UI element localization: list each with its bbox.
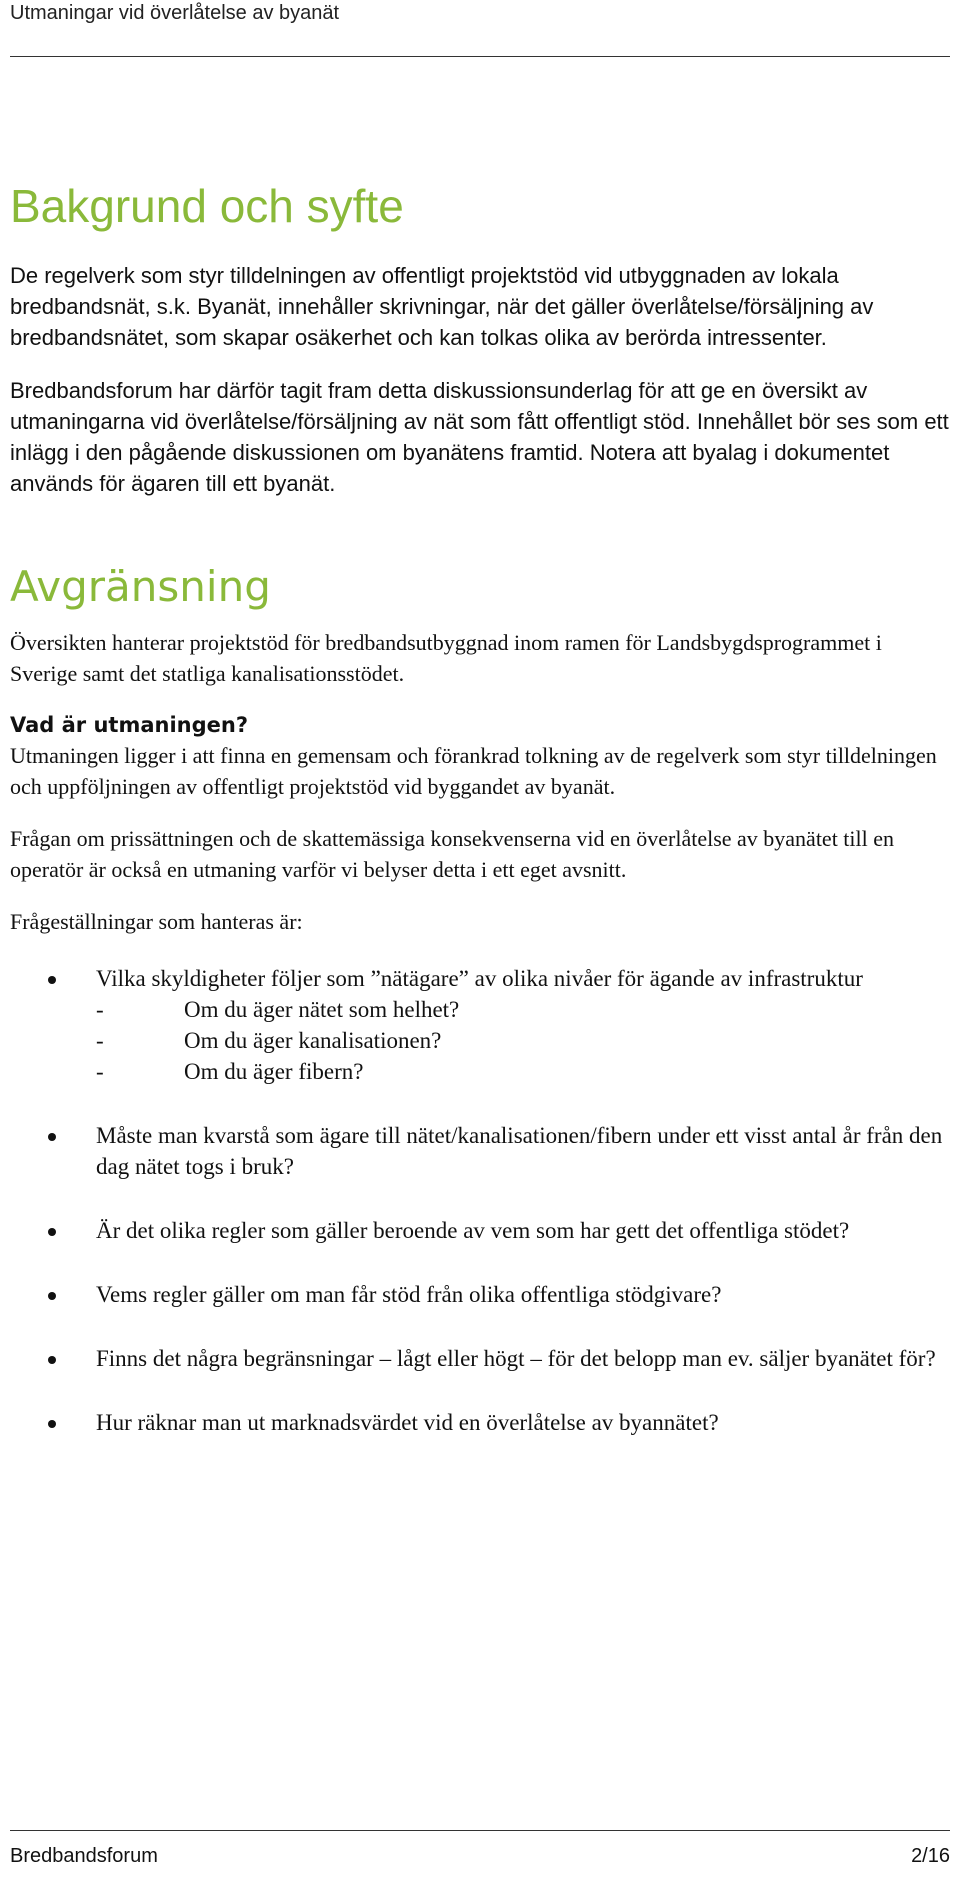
footer-organization: Bredbandsforum	[10, 1845, 158, 1867]
list-item	[10, 963, 950, 1087]
list-item	[10, 1407, 950, 1438]
page-content	[10, 180, 950, 1438]
bullet-icon	[48, 1228, 56, 1236]
question-list	[10, 963, 950, 1438]
question-text: Vilka skyldigheter följer som ”nätägare” av olika nivåer för ägande av infrastruktur	[96, 966, 863, 991]
sub-list-item	[96, 1025, 950, 1056]
page-footer	[10, 1830, 950, 1879]
bullet-icon	[48, 1133, 56, 1141]
question-text: Måste man kvarstå som ägare till nätet/kanalisationen/fibern under ett visst antal år från den dag nätet togs i bruk?	[96, 1123, 943, 1179]
question-text: Hur räknar man ut marknadsvärdet vid en överlåtelse av byannätet?	[96, 1410, 719, 1435]
bullet-icon	[48, 976, 56, 984]
question-text: Är det olika regler som gäller beroende av vem som har gett det offentliga stödet?	[96, 1218, 850, 1243]
dash-icon: -	[96, 1059, 104, 1084]
list-item	[10, 1343, 950, 1374]
paragraph-avgransning: Översikten hanterar projektstöd för bredbandsutbyggnad inom ramen för Landsbygdsprogrammet i Sverige samt det statliga kanalisationsstödet.	[10, 630, 882, 686]
heading-avgransning: Avgränsning	[10, 562, 271, 611]
page-number: 2/16	[911, 1845, 950, 1867]
dash-icon: -	[96, 1028, 104, 1053]
sub-list-item	[96, 1056, 950, 1087]
paragraph-utmaningen-3: Frågeställningar som hanteras är:	[10, 909, 303, 934]
list-item	[10, 1215, 950, 1246]
question-text: Finns det några begränsningar – lågt eller högt – för det belopp man ev. säljer byanätet för?	[96, 1346, 936, 1371]
heading-utmaningen: Vad är utmaningen?	[10, 713, 249, 737]
bullet-icon	[48, 1356, 56, 1364]
list-item	[10, 1120, 950, 1182]
heading-bakgrund: Bakgrund och syfte	[10, 180, 404, 232]
bullet-icon	[48, 1292, 56, 1300]
page-header	[10, 0, 950, 57]
paragraph-bakgrund-1: De regelverk som styr tilldelningen av offentligt projektstöd vid utbyggnaden av lokala bredbandsnät, s.k. Byanät, innehåller skrivningar, när det gäller överlåtelse/försäljning av bredbandsnätet, som skapar osäkerhet och kan tolkas olika av berörda intressenter.	[10, 263, 874, 350]
header-title: Utmaningar vid överlåtelse av byanät	[10, 2, 340, 24]
paragraph-bakgrund-2: Bredbandsforum har därför tagit fram detta diskussionsunderlag för att ge en översikt av utmaningarna vid överlåtelse/försäljning av nät som fått offentligt stöd. Innehållet bör ses som ett inlägg i den pågående diskussionen om byanätens framtid. Notera att byalag i dokumentet används för ägaren till ett byanät.	[10, 378, 949, 496]
sub-item-text: Om du äger fibern?	[184, 1059, 364, 1084]
sub-item-text: Om du äger kanalisationen?	[184, 1028, 442, 1053]
list-item	[10, 1279, 950, 1310]
sub-list	[96, 994, 950, 1087]
sub-item-text: Om du äger nätet som helhet?	[184, 997, 460, 1022]
paragraph-utmaningen-1: Utmaningen ligger i att finna en gemensam och förankrad tolkning av de regelverk som styr tilldelningen och uppföljningen av offentligt projektstöd vid byggandet av byanät.	[10, 743, 937, 799]
sub-list-item	[96, 994, 950, 1025]
bullet-icon	[48, 1420, 56, 1428]
dash-icon: -	[96, 997, 104, 1022]
question-text: Vems regler gäller om man får stöd från olika offentliga stödgivare?	[96, 1282, 722, 1307]
paragraph-utmaningen-2: Frågan om prissättningen och de skattemässiga konsekvenserna vid en överlåtelse av byanätet till en operatör är också en utmaning varför vi belyser detta i ett eget avsnitt.	[10, 826, 895, 882]
